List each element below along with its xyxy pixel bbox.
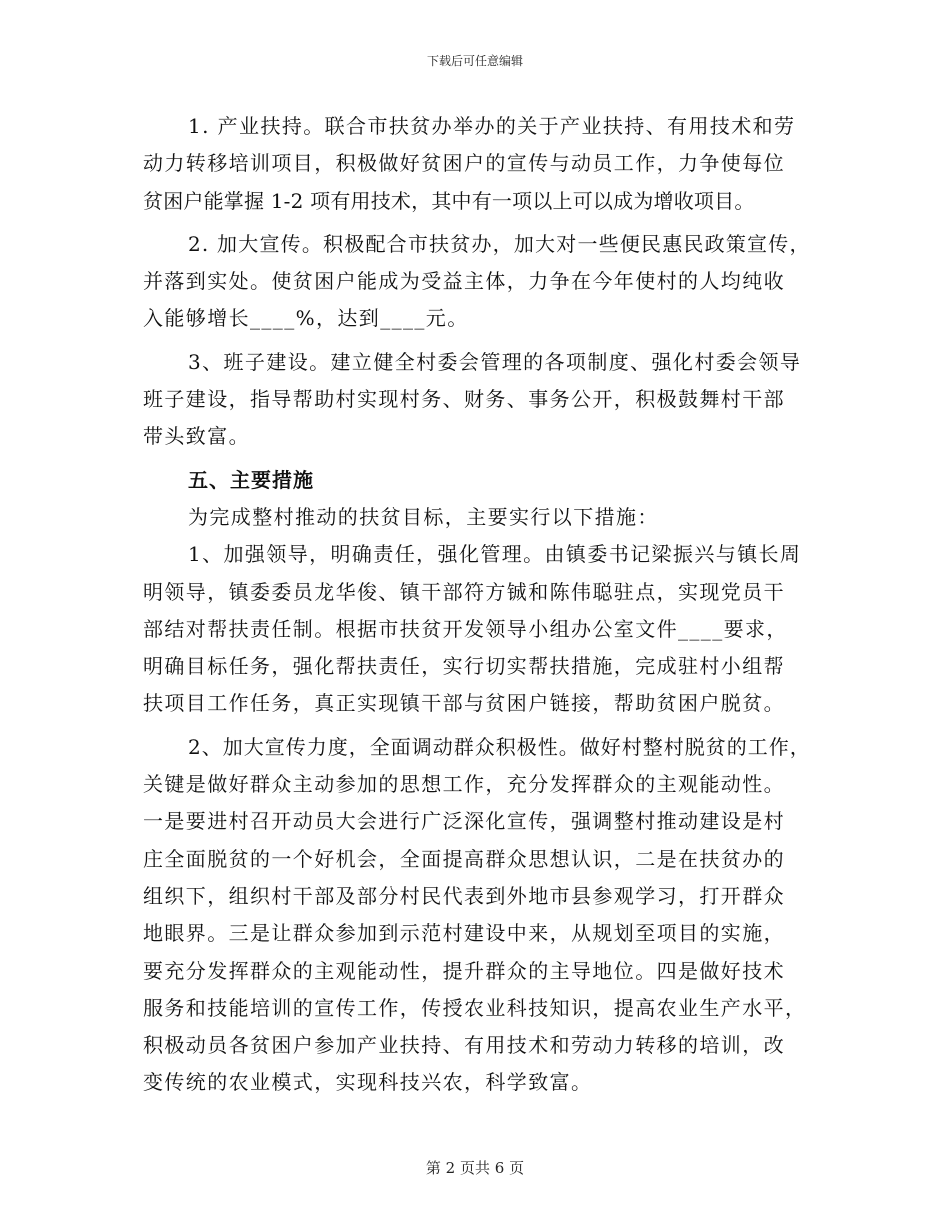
paragraph-line: 地眼界。三是让群众参加到示范村建设中来，从规划至项目的实施， (143, 921, 785, 946)
paragraph-team-building (143, 344, 815, 456)
paragraph-intro-measures (143, 499, 815, 536)
paragraph-publicity (143, 226, 815, 338)
paragraph-line: 3、班子建设。建立健全村委会管理的各项制度、强化村委会领导 (188, 349, 802, 374)
section-heading: 五、主要措施 (188, 467, 314, 492)
document-body (143, 108, 815, 1102)
paragraph-mobilization (143, 729, 815, 1102)
paragraph-leadership (143, 536, 815, 722)
paragraph-line: 一是要进村召开动员大会进行广泛深化宣传，强调整村推动建设是村 (143, 809, 785, 834)
paragraph-line: 1、加强领导，明确责任，强化管理。由镇委书记梁振兴与镇长周 (188, 542, 802, 567)
paragraph-line: 入能够增长____%，达到____元。 (143, 306, 469, 331)
paragraph-line: 变传统的农业模式，实现科技兴农，科学致富。 (143, 1070, 593, 1095)
paragraph-line: 2. 加大宣传。积极配合市扶贫办，加大对一些便民惠民政策宣传， (188, 231, 811, 256)
paragraph-line: 为完成整村推动的扶贫目标，主要实行以下措施： (188, 504, 659, 529)
paragraph-line: 要充分发挥群众的主观能动性，提升群众的主导地位。四是做好技术 (143, 958, 785, 983)
paragraph-line: 组织下，组织村干部及部分村民代表到外地市县参观学习，打开群众 (143, 883, 785, 908)
paragraph-line: 部结对帮扶责任制。根据市扶贫开发领导小组办公室文件____要求， (143, 616, 788, 641)
paragraph-line: 服务和技能培训的宣传工作，传授农业科技知识，提高农业生产水平， (143, 995, 807, 1020)
paragraph-line: 并落到实处。使贫困户能成为受益主体，力争在今年使村的人均纯收 (143, 269, 785, 294)
paragraph-line: 动力转移培训项目，积极做好贫困户的宣传与动员工作，力争使每位 (143, 151, 785, 176)
paragraph-line: 积极动员各贫困户参加产业扶持、有用技术和劳动力转移的培训，改 (143, 1033, 785, 1058)
paragraph-line: 扶项目工作任务，真正实现镇干部与贫困户链接，帮助贫困户脱贫。 (143, 691, 785, 716)
paragraph-line: 1. 产业扶持。联合市扶贫办举办的关于产业扶持、有用技术和劳 (188, 114, 796, 138)
paragraph-line: 关键是做好群众主动参加的思想工作，充分发挥群众的主观能动性。 (143, 772, 785, 797)
paragraph-line: 班子建设，指导帮助村实现村务、财务、事务公开，积极鼓舞村干部 (143, 387, 785, 412)
paragraph-industry-support (143, 108, 815, 220)
paragraph-line: 2、加大宣传力度，全面调动群众积极性。做好村整村脱贫的工作， (188, 734, 811, 759)
paragraph-line: 明领导，镇委委员龙华俊、镇干部符方铖和陈伟聪驻点，实现党员干 (143, 579, 785, 604)
paragraph-line: 贫困户能掌握 1-2 项有用技术，其中有一项以上可以成为增收项目。 (143, 188, 755, 213)
paragraph-line: 庄全面脱贫的一个好机会，全面提高群众思想认识，二是在扶贫办的 (143, 846, 785, 871)
page-number: 第 2 页共 6 页 (425, 1159, 525, 1177)
page-header: 下载后可任意编辑 (426, 54, 523, 68)
paragraph-line: 带头致富。 (143, 424, 250, 449)
paragraph-line: 明确目标任务，强化帮扶责任，实行切实帮扶措施，完成驻村小组帮 (143, 654, 785, 679)
